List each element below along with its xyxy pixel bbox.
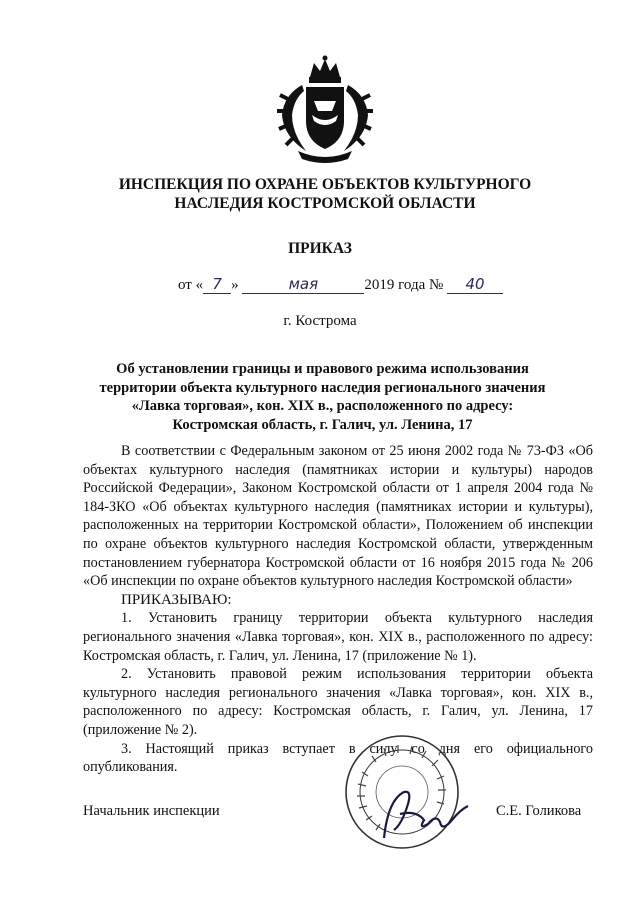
signatory-name: С.Е. Голикова: [496, 803, 582, 819]
organization-name: [60, 175, 590, 213]
decree-word: ПРИКАЗЫВАЮ:: [121, 591, 232, 608]
subject-line-4: Костромская область, г. Галич, ул. Ленина, 17: [172, 416, 473, 433]
order-subject: [95, 360, 550, 434]
org-line-2: НАСЛЕДИЯ КОСТРОМСКОЙ ОБЛАСТИ: [174, 195, 476, 212]
order-month: мая: [242, 275, 364, 294]
date-day-close: »: [231, 277, 239, 293]
org-line-1: ИНСПЕКЦИЯ ПО ОХРАНЕ ОБЪЕКТОВ КУЛЬТУРНОГО: [118, 176, 532, 193]
order-title: ПРИКАЗ: [288, 240, 352, 257]
order-body: [83, 442, 593, 777]
order-city: г. Кострома: [283, 313, 357, 329]
handwritten-signature-icon: [370, 780, 480, 850]
item-1-paragraph: 1. Установить границу территории объекта культурного наследия регионального значения «Лавка торговая», кон. XIX в., расположенного по адресу: Костромская область, г. Галич, ул. Ленина, 17 (приложение № 1).: [83, 610, 593, 664]
item-2-paragraph: 2. Установить правовой режим использования территории объекта культурного наследия регионального значения «Лавка торговая», кон. XIX в., расположенного по адресу: Костромская область, г. Галич, ул. Ленина, 17 (приложение № 2).: [83, 666, 593, 738]
order-year-text: 2019 года №: [364, 277, 444, 293]
subject-line-1: Об установлении границы и правового режима использования: [116, 361, 529, 377]
subject-line-3: «Лавка торговая», кон. XIX в., расположенного по адресу:: [131, 398, 514, 414]
kostroma-coat-of-arms-icon: [276, 55, 374, 163]
subject-line-2: территории объекта культурного наследия регионального значения: [99, 379, 546, 396]
order-date-line: [178, 275, 503, 294]
date-prefix: от «: [178, 277, 204, 293]
order-day: 7: [203, 275, 231, 294]
order-number: 40: [447, 275, 503, 294]
preamble-paragraph: В соответствии с Федеральным законом от 25 июня 2002 года № 73-ФЗ «Об объектах культурного наследия (памятниках истории и культуры) народов Российской Федерации», Законом Костромской области от 1 апреля 2004 года № 184-ЗКО «Об объектах культурного наследия (памятниках истории и культуры), расположенных на территории Костромской области», Положением об инспекции по охране объектов культурного наследия Костромской области, утвержденным постановлением губернатора Костромской области от 16 ноября 2015 года № 206 «Об инспекции по охране объектов культурного наследия Костромской области»: [83, 443, 593, 590]
item-3-paragraph: 3. Настоящий приказ вступает в силу со дня его официального опубликования.: [83, 740, 593, 776]
signatory-title: Начальник инспекции: [83, 803, 220, 819]
